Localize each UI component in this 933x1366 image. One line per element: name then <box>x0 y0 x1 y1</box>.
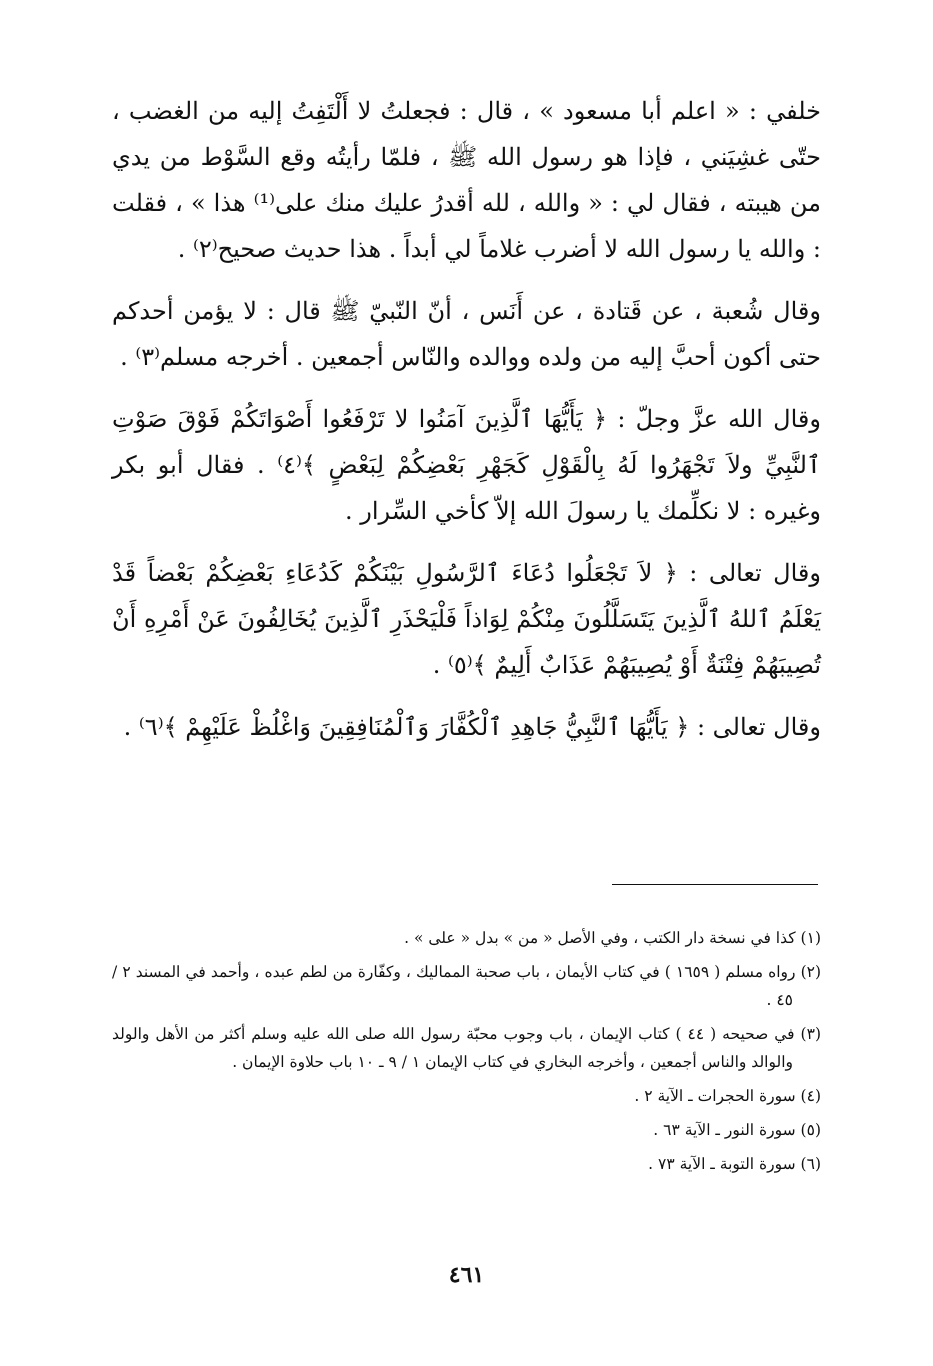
footnote-3: (٣) في صحيحه ( ٤٤ ) كتاب الإيمان ، باب وجوب محبّة رسول الله صلى الله عليه وسلم أكثر من الأهل والولد والوالد والناس أجمعين ، وأخرجه البخاري في كتاب الإيمان ١ / ٩ ـ ١٠ باب حلاوة الإيمان . <box>112 1025 821 1071</box>
footnote-1: (١) كذا في نسخة دار الكتب ، وفي الأصل « من » بدل « على » . <box>404 929 821 947</box>
paragraph-4: وقال تعالى : ﴿ لاَ تَجْعَلُوا دُعَاءَ ٱلرَّسُولِ بَيْنَكُمْ كَدُعَاءِ بَعْضِكُمْ بَعْضاً قَدْ يَعْلَمُ ٱللهُ ٱلَّذِينَ يَتَسَلَّلُونَ مِنْكُمْ لِوَاذاً فَلْيَحْذَرِ ٱلَّذِينَ يُخَالِفُونَ عَنْ أَمْرِهِ أَنْ تُصِيبَهُمْ فِتْنَةٌ أَوْ يُصِيبَهُمْ عَذَابٌ أَلِيمٌ ﴾⁽٥⁾ . <box>112 559 821 679</box>
footnote-2: (٢) رواه مسلم ( ١٦٥٩ ) في كتاب الأيمان ، باب صحبة المماليك ، وكفّارة من لطم عبده ، وأحمد في المسند ٢ / ٤٥ . <box>112 963 822 1009</box>
footnote-4: (٤) سورة الحجرات ـ الآية ٢ . <box>634 1087 821 1105</box>
footnote-separator <box>612 884 818 885</box>
footnotes <box>112 924 821 1184</box>
footnote-5: (٥) سورة النور ـ الآية ٦٣ . <box>653 1121 821 1139</box>
paragraph-1: خلفي : « اعلم أبا مسعود » ، قال : فجعلتُ لا أَلْتَفِتُ إليه من الغضب ، حتّى غشِيَني ، فإذا هو رسول الله ﷺ ، فلمّا رأيتُه وقع السَّوْط من يدي من هيبته ، فقال لي : « والله ، لله أقدرُ عليك منك على⁽¹⁾ هذا » ، فقلت : والله يا رسول الله لا أضرب غلاماً لي أبداً . هذا حديث صحيح⁽٢⁾ . <box>112 97 821 263</box>
footnote-6: (٦) سورة التوبة ـ الآية ٧٣ . <box>648 1155 821 1173</box>
page-number: ٤٦١ <box>448 1262 485 1288</box>
paragraph-2: وقال شُعبة ، عن قَتادة ، عن أَنَس ، أنّ النّبيّ ﷺ قال : لا يؤمن أحدكم حتى أكون أحبَّ إليه من ولده ووالده والنّاس أجمعين . أخرجه مسلم⁽٣⁾ . <box>112 297 821 371</box>
main-text <box>112 88 821 750</box>
paragraph-5: وقال تعالى : ﴿ يَأَيُّهَا ٱلنَّبِيُّ جَاهِدِ ٱلْكُفَّارَ وَٱلْمُنَافِقِينَ وَاغْلُظْ عَلَيْهِمْ ﴾⁽٦⁾ . <box>123 713 821 741</box>
paragraph-3: وقال الله عزَّ وجلّ : ﴿ يَأَيُّهَا ٱلَّذِينَ آمَنُوا لا تَرْفَعُوا أَصْوَاتَكُمْ فَوْقَ صَوْتِ ٱلنَّبِيِّ ولاَ تَجْهَرُوا لَهُ بِالْقَوْلِ كَجَهْرِ بَعْضِكُمْ لِبَعْضٍ ﴾⁽٤⁾ . فقال أبو بكر وغيره : لا نكلِّمك يا رسولَ الله إلاّ كأخي السِّرار . <box>112 405 821 525</box>
